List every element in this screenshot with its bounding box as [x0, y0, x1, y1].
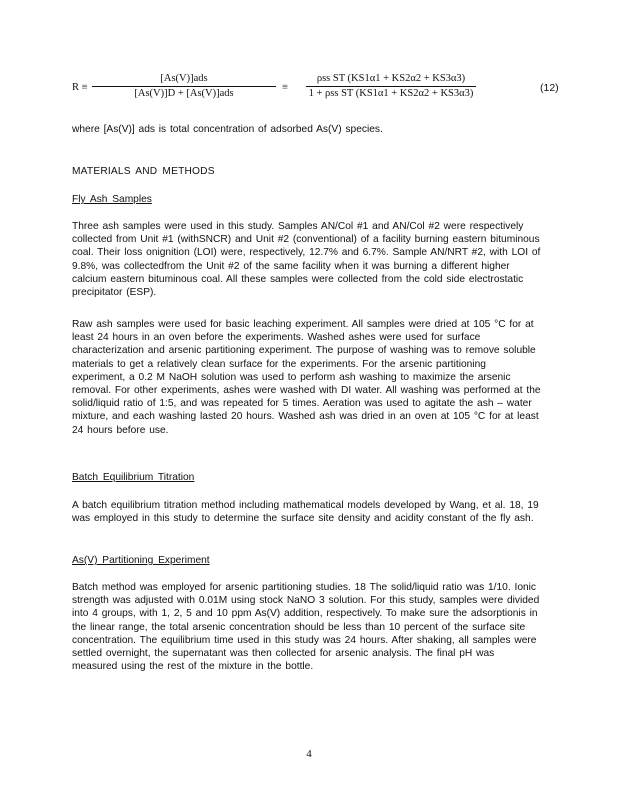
paragraph-fly-ash-1: Three ash samples were used in this study. Samples AN/Col #1 and AN/Col #2 were respectively collected from Unit #1 (withSNCR) and Unit #2 (conventional) of a facility burning eastern bituminous coal. Their loss onignition (LOI) were, respectively, 12.7% and 6.7%. Sample AN/NRT #2, with LOI of 9.8%, was collectedfrom the Unit #2 of the same facility when it was burning a different higher calcium eastern bituminous coal. All these samples were collected from the cold side electrostatic precipitator (ESP).	[72, 221, 541, 299]
fraction-2-denominator: 1 + ρss ST (KS1α1 + KS2α2 + KS3α3)	[308, 88, 474, 99]
fraction-1-denominator: [As(V)]D + [As(V)]ads	[134, 88, 234, 99]
where-line: where [As(V)] ads is total concentration of adsorbed As(V) species.	[72, 124, 383, 135]
paragraph-partitioning: Batch method was employed for arsenic partitioning studies. 18 The solid/liquid ratio was 1/10. Ionic strength was adjusted with 0.01M using stock NaNO 3 solution. For this study, samples were divided into 4 groups, with 1, 2, 5 and 10 ppm As(V) addition, respectively. To make sure the adsorptionis in the linear range, the total arsenic concentration should be less than 10 percent of the surface site concentration. The equilibrium time used in this study was 24 hours. After shaking, all samples were settled overnight, the supernatant was then collected for arsenic analysis. The final pH was measured using the rest of the mixture in the bottle.	[72, 582, 540, 673]
page-number: 4	[306, 748, 312, 760]
equation-fraction-2	[306, 72, 476, 100]
paragraph-titration: A batch equilibrium titration method including mathematical models developed by Wang, et al. 18, 19 was employed in this study to determine the surface site density and acidity constant of the fly ash.	[72, 500, 539, 525]
equation-sign: ≡	[282, 82, 288, 93]
equation-12	[72, 72, 572, 112]
subsection-title-partitioning: As(V) Partitioning Experiment	[72, 555, 210, 566]
equation-lhs: R ≡	[72, 82, 88, 93]
subsection-title-titration: Batch Equilibrium Titration	[72, 472, 195, 483]
fraction-2-numerator: ρss ST (KS1α1 + KS2α2 + KS3α3)	[306, 72, 476, 87]
equation-number: (12)	[540, 82, 559, 94]
paragraph-fly-ash-2: Raw ash samples were used for basic leaching experiment. All samples were dried at 105 °C for at least 24 hours in an oven before the experiments. Washed ashes were used for surface characterization and arsenic partitioning experiment. The purpose of washing was to remove soluble materials to get a relatively clean surface for the experiments. For the arsenic partitioning experiment, a 0.2 M NaOH solution was used to perform ash washing to maximize the arsenic removal. For other experiments, ashes were washed with DI water. All washing was performed at the solid/liquid ratio of 1:5, and was repeated for 5 times. Aeration was used to agitate the ash – water mixture, and each washing lasted 20 hours. Washed ash was dried in an oven at 105 °C for at least 24 hours before use.	[72, 319, 541, 436]
subsection-title-fly-ash: Fly Ash Samples	[72, 194, 152, 205]
equation-fraction-1	[92, 72, 276, 100]
section-heading: MATERIALS AND METHODS	[72, 166, 215, 177]
fraction-1-numerator: [As(V)]ads	[92, 72, 276, 87]
